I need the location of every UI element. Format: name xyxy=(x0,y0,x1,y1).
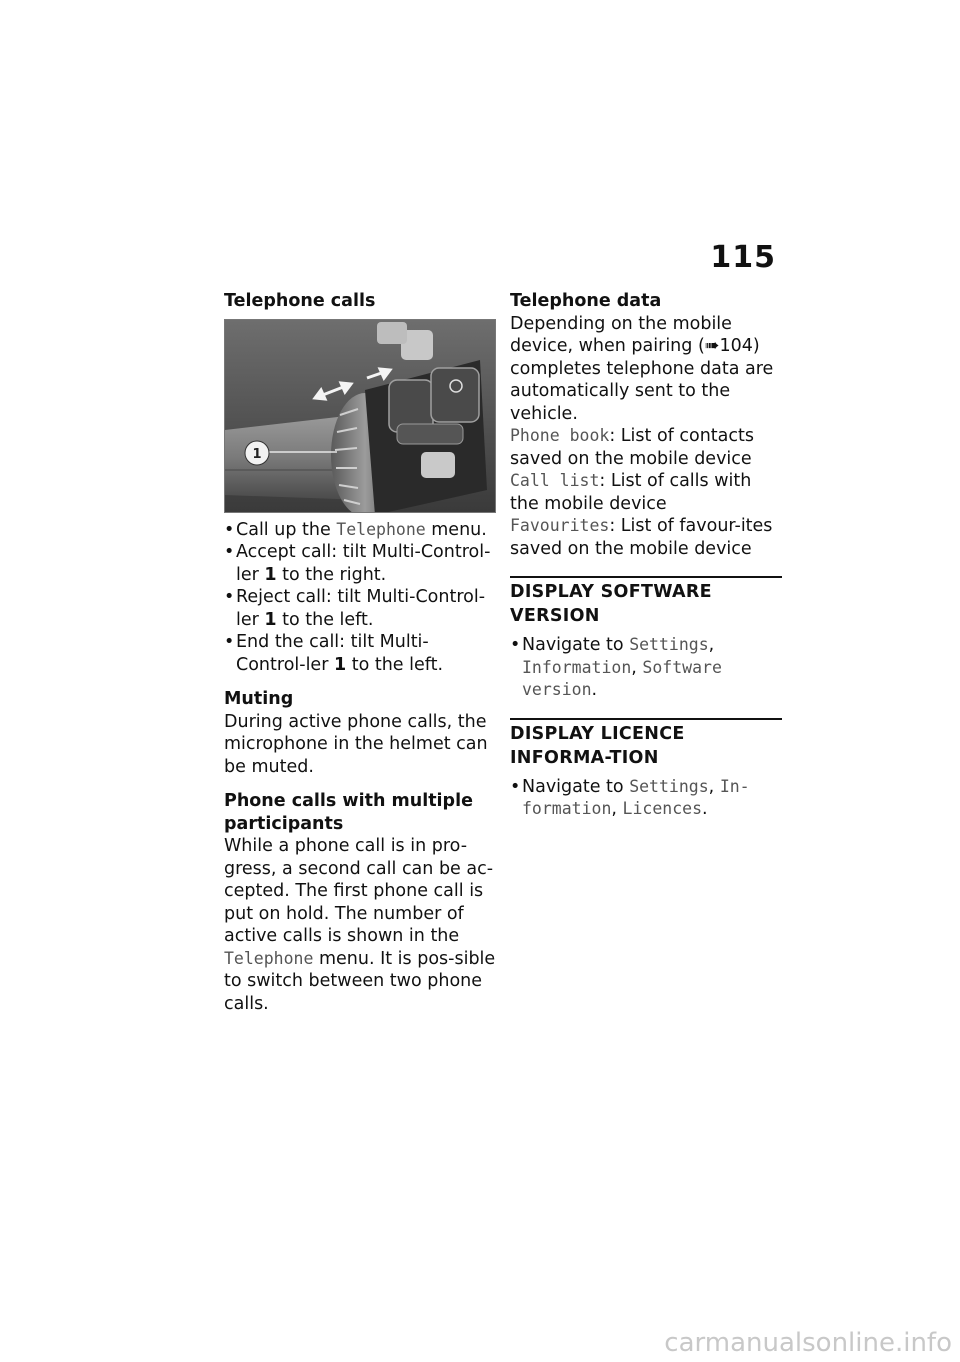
page-number: 115 xyxy=(710,240,776,275)
list-item: Favourites: List of favour-ites saved on the mobile device xyxy=(510,516,773,559)
multiple-participants-text: While a phone call is in pro-gress, a second call can be ac-cepted. The first phone call is put on hold. The number of active calls is shown in the Telephone menu. It is pos-sible to switch between two phone calls. xyxy=(224,836,496,1014)
list-item: • Reject call: tilt Multi-Control-ler 1 to the left. xyxy=(224,586,496,631)
right-column xyxy=(510,290,782,821)
section-title-licence-information: DISPLAY LICENCE INFORMA-TION xyxy=(510,718,782,770)
software-bullets xyxy=(510,634,782,702)
list-item: • End the call: tilt Multi-Control-ler 1 to the left. xyxy=(224,631,496,676)
page-ref-arrow-icon: ➠ xyxy=(704,336,720,356)
subheading-multiple-participants: Phone calls with multiple participants xyxy=(224,791,473,834)
muting-text: During active phone calls, the microphone in the helmet can be muted. xyxy=(224,711,488,777)
handlebar-controls-photo xyxy=(224,319,496,513)
list-item: Call list: List of calls with the mobile device xyxy=(510,471,752,514)
section-title-software-version: DISPLAY SOFTWARE VERSION xyxy=(510,576,782,628)
section-heading-telephone-calls: Telephone calls xyxy=(224,291,376,311)
figure-callout-1: 1 xyxy=(252,446,262,462)
subheading-telephone-data: Telephone data xyxy=(510,291,662,311)
list-item: Phone book: List of contacts saved on the mobile device xyxy=(510,426,754,469)
list-item: • Call up the Telephone menu. xyxy=(224,519,496,542)
subheading-muting: Muting xyxy=(224,689,294,709)
list-item: • Navigate to Settings, In-formation, Licences. xyxy=(510,776,782,821)
left-column xyxy=(224,290,496,1015)
page-ref[interactable]: 104 xyxy=(719,336,753,356)
telephone-data-text: Depending on the mobile device, when pairing (➠104) completes telephone data are automatically sent to the vehicle. xyxy=(510,313,774,424)
telephone-bullets xyxy=(224,519,496,677)
watermark-footer[interactable]: carmanualsonline.info xyxy=(664,1328,952,1358)
licence-bullets xyxy=(510,776,782,821)
list-item: • Accept call: tilt Multi-Control-ler 1 to the right. xyxy=(224,541,496,586)
list-item: • Navigate to Settings, Information, Software version. xyxy=(510,634,782,702)
